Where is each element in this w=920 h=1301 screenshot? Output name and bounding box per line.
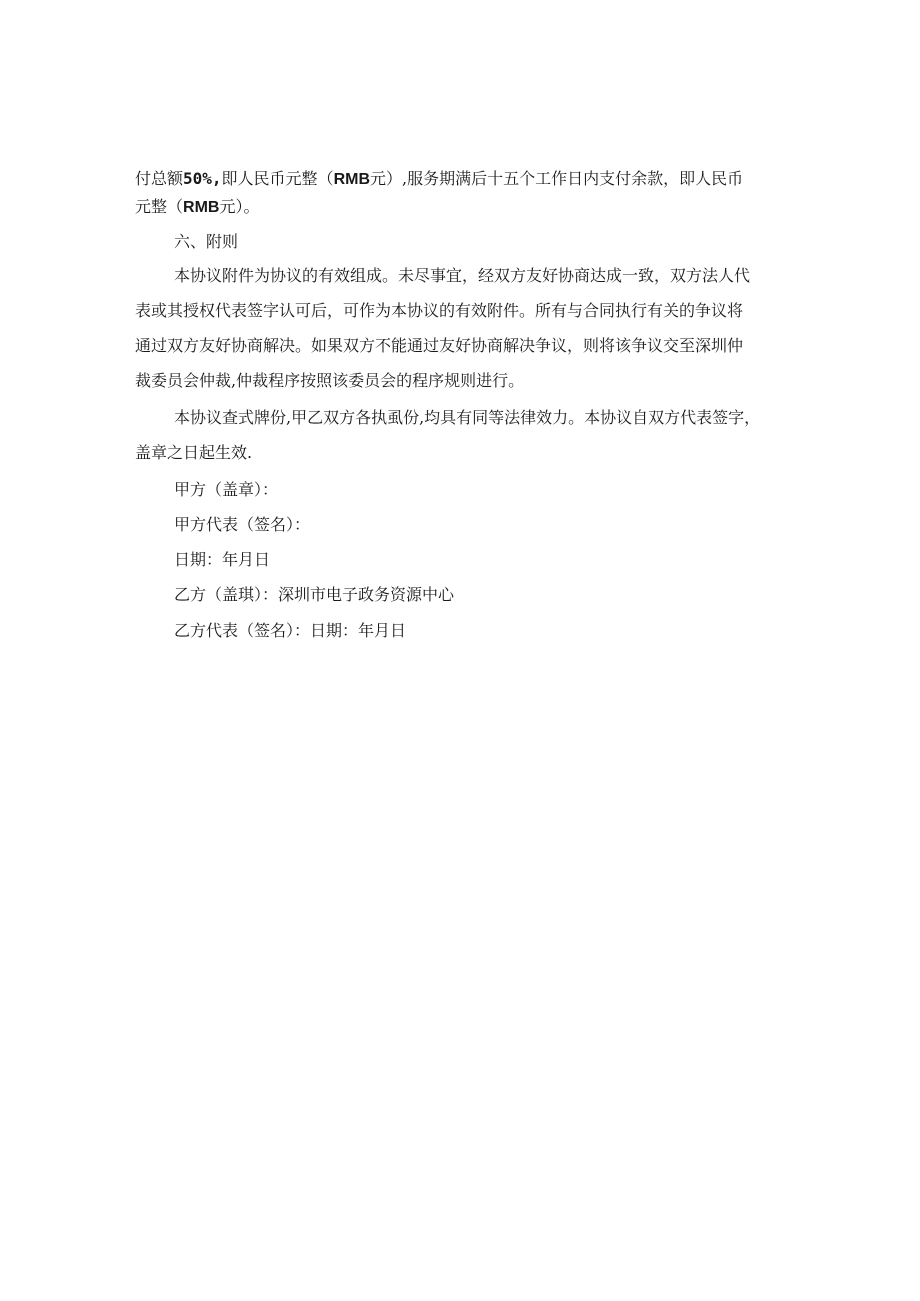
para1-line-2: 表或其授权代表签字认可后，可作为本协议的有效附件。所有与合同执行有关的争议将 xyxy=(135,301,744,320)
payment-percent: 50%, xyxy=(183,169,222,188)
payment-text-1a: 付总额 xyxy=(135,169,184,188)
section-heading: 六、附则 xyxy=(174,232,239,251)
payment-text-1c: 元）,服务期满后十五个工作日内支付余款，即人民币 xyxy=(370,169,744,188)
payment-currency-2: RMB xyxy=(183,199,220,216)
party-a-date: 日期：年月日 xyxy=(174,550,271,569)
party-b-representative-date: 乙方代表（签名）：日期：年月日 xyxy=(174,621,407,640)
party-a-representative: 甲方代表（签名）： xyxy=(174,515,311,534)
para2-line-1: 本协议查式牌份,甲乙双方各执虱份,均具有同等法律效力。本协议自双方代表签字， xyxy=(174,408,761,427)
payment-text-2a: 元整（ xyxy=(135,197,184,216)
para1-line-3: 通过双方友好协商解决。如果双方不能通过友好协商解决争议，则将该争议交至深圳仲 xyxy=(135,336,744,355)
payment-text-1b: 即人民币元整（ xyxy=(221,169,334,188)
party-b-seal: 乙方（盖琪）：深圳市电子政务资源中心 xyxy=(174,585,455,604)
payment-line-2 xyxy=(135,197,259,217)
para2-line-2: 盖章之日起生效. xyxy=(135,443,253,462)
para1-line-4: 裁委员会仲裁,仲裁程序按照该委员会的程序规则进行。 xyxy=(135,371,525,390)
payment-text-2b: 元）。 xyxy=(219,197,260,216)
para1-line-1: 本协议附件为协议的有效组成。未尽事宜，经双方友好协商达成一致，双方法人代 xyxy=(174,266,751,285)
party-a-seal: 甲方（盖章）： xyxy=(174,480,279,499)
payment-line-1 xyxy=(135,169,743,189)
payment-currency-1: RMB xyxy=(333,171,370,188)
